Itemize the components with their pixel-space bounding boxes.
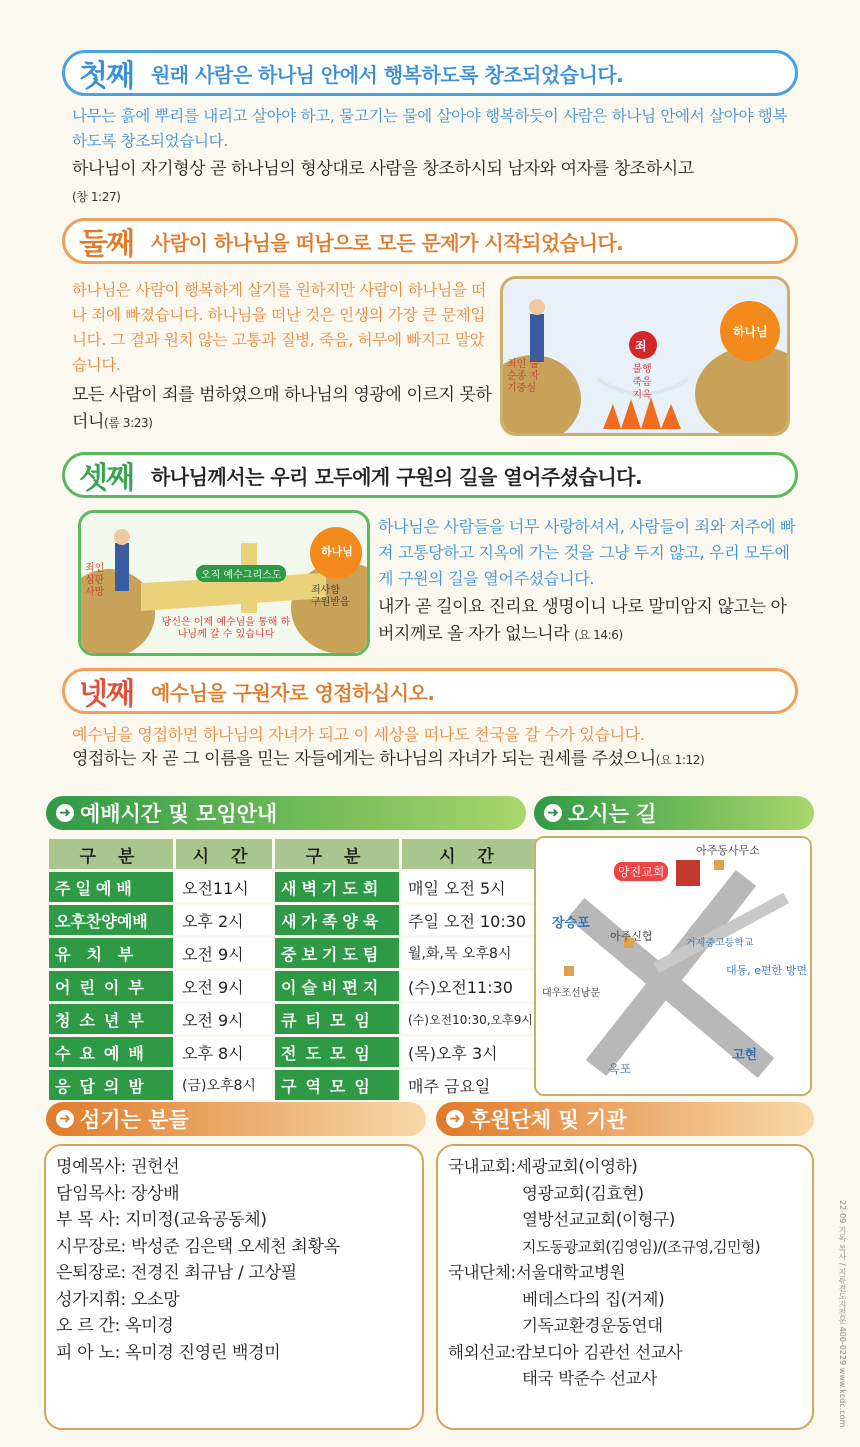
staff-line: 담임목사: 장상배	[56, 1183, 180, 1204]
section3-illustration	[78, 510, 370, 656]
support-title: 후원단체 및 기관	[470, 1108, 627, 1132]
section2-header	[62, 218, 798, 264]
support-line: 지도동광교회(김영임)/(조규영,김민형)	[522, 1237, 760, 1256]
schedule-row	[49, 971, 539, 1001]
support-line: 국내교회:세광교회(이영하)	[448, 1157, 638, 1176]
section2-img-person: 죄인 불순종 자기중심	[507, 359, 540, 394]
schedule-cell: 새가족양육	[275, 905, 399, 935]
section3-ref: (요 14:6)	[574, 628, 623, 642]
section3-verse-text: 내가 곧 길이요 진리요 생명이니 나로 말미암지 않고는 아버지께로 올 자가 없느니라	[378, 597, 787, 644]
schedule-cell: 응답의밤	[49, 1070, 173, 1100]
map-gohyeon-label: 고현	[732, 1048, 758, 1063]
section2-illustration	[500, 276, 790, 436]
staff-title-bar	[46, 1102, 426, 1136]
map-title: 오시는 길	[568, 802, 657, 826]
support-box	[436, 1144, 814, 1430]
section3-colored-text: 하나님은 사람들을 너무 사랑하셔서, 사람들이 죄와 저주에 빠져 고통당하고 지옥에 가는 것을 그냥 두지 않고, 우리 모두에게 구원의 길을 열어주셨습니다.	[378, 517, 796, 588]
section2-img-sin: 죄	[635, 339, 647, 353]
schedule-cell: 이슬비편지	[275, 971, 399, 1001]
schedule-title-bar	[46, 796, 526, 830]
schedule-cell: 오후 8시	[176, 1037, 272, 1067]
schedule-header: 구 분	[275, 839, 399, 869]
support-line: 영광교회(김효현)	[522, 1183, 644, 1203]
section3-img-god-sub: 죄사함 구원받음	[311, 585, 350, 608]
map-daedong-label: 대동, e편한 방면	[726, 964, 808, 977]
schedule-cell: (수)오전10:30,오후9시	[402, 1004, 539, 1034]
section3-img-person: 죄인 심판 사망	[85, 563, 105, 598]
schedule-cell: 오전 9시	[176, 971, 272, 1001]
staff-line: 은퇴장로: 전경진 최규남 / 고상필	[56, 1263, 297, 1283]
schedule-row	[49, 905, 539, 935]
schedule-cell: 어린이부	[49, 971, 173, 1001]
staff-box	[44, 1144, 424, 1430]
arrow-right-icon: ➜	[446, 1110, 464, 1128]
section4-ordinal: 넷째	[79, 677, 133, 712]
support-line: 해외선교:캄보디아 김관선 선교사	[448, 1342, 683, 1362]
map-office-label: 아주동사무소	[696, 844, 760, 857]
schedule-cell: 수요예배	[49, 1037, 173, 1067]
schedule-header-row	[49, 839, 539, 869]
map-school-label: 거제중고등학교	[686, 938, 754, 949]
map-jangseungpo-label: 장승포	[552, 916, 590, 931]
section1-verse	[72, 156, 802, 211]
section3-img-caption: 당신은 이제 예수님을 통해 하나님께 갈 수 있습니다	[161, 617, 291, 640]
schedule-cell: (수)오전11:30	[402, 971, 539, 1001]
staff-line: 오 르 간: 옥미경	[56, 1316, 174, 1336]
section4-colored-text: 예수님을 영접하면 하나님의 자녀가 되고 이 세상을 떠나도 천국을 갈 수가 있습니다.	[72, 725, 645, 744]
schedule-cell: 오전 9시	[176, 938, 272, 968]
section2-ordinal: 둘째	[79, 227, 133, 262]
map-aju-label: 아주신협	[610, 930, 653, 943]
support-line: 태국 박준수 선교사	[522, 1369, 658, 1388]
schedule-header: 시 간	[176, 839, 272, 869]
schedule-cell: 오전 9시	[176, 1004, 272, 1034]
staff-line: 성가지휘: 오소망	[56, 1289, 180, 1310]
section4-header	[62, 668, 798, 714]
arrow-right-icon: ➜	[544, 804, 562, 822]
schedule-cell: 매일 오전 5시	[402, 872, 539, 902]
schedule-cell: 큐티모임	[275, 1004, 399, 1034]
side-print: 22-09 기독 복사 / 지류전도지전문 400-0229 www.kcdc.com	[838, 1200, 847, 1428]
schedule-cell: 중보기도팀	[275, 938, 399, 968]
schedule-cell: 주일 오전 10:30	[402, 905, 539, 935]
support-line: 베데스다의 집(거제)	[522, 1289, 665, 1309]
map-okpo-label: 옥포	[608, 1062, 632, 1076]
staff-title: 섬기는 분들	[80, 1108, 189, 1132]
section4-ref: (요 1:12)	[655, 753, 705, 767]
map-church-label[interactable]: 양진교회	[614, 862, 668, 881]
section2-verse	[72, 382, 492, 437]
section4-verse	[72, 746, 812, 774]
section4-verse-text: 영접하는 자 곧 그 이름을 믿는 자들에게는 하나님의 자녀가 되는 권세를 주셨으니	[72, 749, 656, 769]
schedule-cell: 매주 금요일	[402, 1070, 539, 1100]
map-title-bar	[534, 796, 814, 830]
staff-line: 부 목 사: 지미정(교육공동체)	[56, 1210, 267, 1230]
support-line: 기독교환경운동연대	[522, 1316, 663, 1335]
section1-colored-text: 나무는 흙에 뿌리를 내리고 살아야 하고, 물고기는 물에 살아야 행복하듯이 사람은 하나님 안에서 살아야 행복하도록 창조되었습니다.	[72, 107, 788, 150]
staff-line: 피 아 노: 옥미경 진영린 백경미	[56, 1342, 281, 1363]
schedule-header: 구 분	[49, 839, 173, 869]
section1-ref: (창 1:27)	[72, 190, 121, 204]
arrow-right-icon: ➜	[56, 804, 74, 822]
schedule-cell: 유치부	[49, 938, 173, 968]
section3-header	[62, 452, 798, 498]
schedule-cell: (목)오후 3시	[402, 1037, 539, 1067]
schedule-row	[49, 938, 539, 968]
map-panel	[534, 836, 812, 1096]
support-line: 열방선교교회(이형구)	[522, 1210, 676, 1229]
schedule-row	[49, 1037, 539, 1067]
section3-ordinal: 셋째	[79, 461, 133, 496]
section2-img-sin-sub: 불행 죽음 지옥	[632, 364, 652, 401]
schedule-cell: 오후 2시	[176, 905, 272, 935]
schedule-cell: 청소년부	[49, 1004, 173, 1034]
section1-verse-text: 하나님이 자기형상 곧 하나님의 형상대로 사람을 창조하시되 남자와 여자를 창조하시고	[72, 159, 694, 179]
schedule-header: 시 간	[402, 839, 539, 869]
section2-title: 사람이 하나님을 떠남으로 모든 문제가 시작되었습니다.	[150, 230, 624, 255]
support-title-bar	[436, 1102, 814, 1136]
map-daewoo-label: 대우조선남문	[542, 988, 600, 999]
section3-title: 하나님께서는 우리 모두에게 구원의 길을 열어주셨습니다.	[150, 464, 643, 489]
section2-colored-text: 하나님은 사람이 행복하게 살기를 원하지만 사람이 하나님을 떠나 죄에 빠졌습니다. 하나님을 떠난 것은 인생의 가장 큰 문제입니다. 그 결과 원치 않는 고통과 질병, 죽음, 허무에 빠지고 말았습니다.	[72, 281, 486, 374]
section3-verse	[378, 594, 798, 649]
section2-ref: (롬 3:23)	[104, 416, 153, 430]
schedule-cell: (금)오후8시	[176, 1070, 272, 1100]
support-line: 국내단체:서울대학교병원	[448, 1263, 626, 1282]
section1-title: 원래 사람은 하나님 안에서 행복하도록 창조되었습니다.	[150, 62, 624, 87]
schedule-row	[49, 872, 539, 902]
section1-ordinal: 첫째	[79, 59, 133, 94]
section3-img-god: 하나님	[321, 545, 353, 558]
schedule-row	[49, 1004, 539, 1034]
section3-img-cross: 오직 예수그리스도	[196, 565, 286, 582]
schedule-row	[49, 1070, 539, 1100]
arrow-right-icon: ➜	[56, 1110, 74, 1128]
section1-header	[62, 50, 798, 96]
section2-illustration-svg	[503, 279, 790, 436]
staff-line: 명예목사: 권헌선	[56, 1157, 180, 1177]
schedule-cell: 구역모임	[275, 1070, 399, 1100]
schedule-cell: 전도모임	[275, 1037, 399, 1067]
staff-line: 시무장로: 박성준 김은택 오세천 최황옥	[56, 1236, 340, 1257]
section4-title: 예수님을 구원자로 영접하십시오.	[150, 680, 435, 705]
schedule-cell: 월,화,목 오후8시	[402, 938, 539, 968]
section2-verse-text: 모든 사람이 죄를 범하였으매 하나님의 영광에 이르지 못하더니	[72, 385, 492, 432]
schedule-cell: 주일예배	[49, 872, 173, 902]
schedule-cell: 오후찬양예배	[49, 905, 173, 935]
schedule-table	[46, 836, 542, 1103]
schedule-cell: 오전11시	[176, 872, 272, 902]
schedule-cell: 새벽기도회	[275, 872, 399, 902]
schedule-title: 예배시간 및 모임안내	[80, 802, 278, 826]
section2-img-god: 하나님	[733, 325, 768, 339]
